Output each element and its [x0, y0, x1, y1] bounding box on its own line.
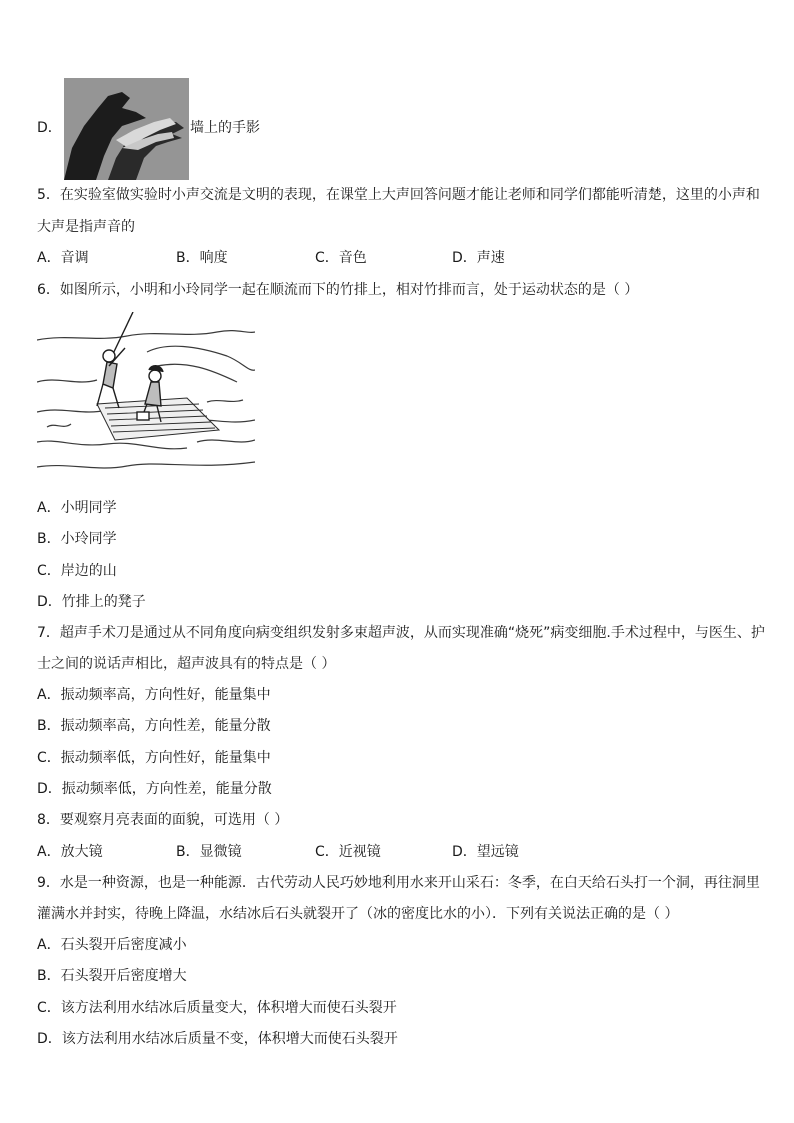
q8-option-a: A．放大镜 [37, 844, 103, 860]
q8-stem: 8．要观察月亮表面的面貌，可选用（ ） [37, 812, 289, 828]
q7-stem-line2: 士之间的说话声相比，超声波具有的特点是（ ） [37, 656, 336, 672]
q8-option-b: B．显微镜 [176, 844, 242, 860]
q6-option-c: C．岸边的山 [37, 563, 117, 579]
q7-option-b: B．振动频率高，方向性差，能量分散 [37, 718, 271, 734]
q9-stem-line1: 9．水是一种资源，也是一种能源．古代劳动人民巧妙地利用水来开山采石：冬季，在白天给石头打一个洞，再往洞里 [37, 875, 760, 891]
q5-option-a: A．音调 [37, 250, 89, 266]
bamboo-raft-illustration [37, 312, 255, 487]
q5-option-c: C．音色 [315, 250, 367, 266]
q6-option-d: D．竹排上的凳子 [37, 594, 146, 610]
q7-option-a: A．振动频率高，方向性好，能量集中 [37, 687, 271, 703]
q6-stem: 6．如图所示，小明和小玲同学一起在顺流而下的竹排上，相对竹排而言，处于运动状态的是（ ） [37, 282, 639, 298]
q5-stem-line2: 大声是指声音的 [37, 219, 135, 235]
q8-option-d: D．望远镜 [452, 844, 519, 860]
q4-option-d-caption: 墙上的手影 [190, 120, 260, 136]
q9-option-a: A．石头裂开后密度减小 [37, 937, 187, 953]
hand-shadow-illustration [64, 78, 189, 180]
q8-option-c: C．近视镜 [315, 844, 381, 860]
q9-option-c: C．该方法利用水结冰后质量变大，体积增大而使石头裂开 [37, 1000, 397, 1016]
bamboo-raft-image [37, 312, 255, 487]
q6-option-a: A．小明同学 [37, 500, 117, 516]
q9-option-d: D．该方法利用水结冰后质量不变，体积增大而使石头裂开 [37, 1031, 398, 1047]
q7-option-c: C．振动频率低，方向性好，能量集中 [37, 750, 271, 766]
q9-option-b: B．石头裂开后密度增大 [37, 968, 187, 984]
q7-stem-line1: 7．超声手术刀是通过从不同角度向病变组织发射多束超声波，从而实现准确“烧死”病变细胞.手术过程中，与医生、护 [37, 625, 765, 641]
q6-option-b: B．小玲同学 [37, 531, 117, 547]
hand-shadow-image [64, 78, 189, 180]
q5-option-d: D．声速 [452, 250, 505, 266]
q7-option-d: D．振动频率低，方向性差，能量分散 [37, 781, 272, 797]
q9-stem-line2: 灌满水并封实，待晚上降温，水结冰后石头就裂开了（冰的密度比水的小）．下列有关说法正确的是（ ） [37, 906, 679, 922]
q4-option-d-label: D． [37, 120, 62, 136]
q5-option-b: B．响度 [176, 250, 228, 266]
q5-stem-line1: 5．在实验室做实验时小声交流是文明的表现，在课堂上大声回答问题才能让老师和同学们都能听清楚，这里的小声和 [37, 187, 760, 203]
